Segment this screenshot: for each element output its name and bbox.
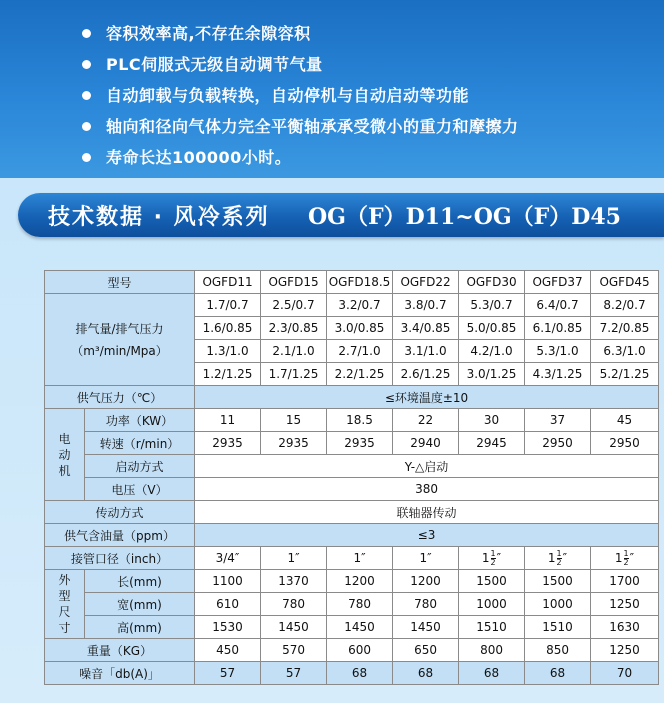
banner-title: 技术数据 · 风冷系列 — [48, 205, 270, 230]
speed-cell: 2935 — [261, 432, 327, 455]
weight-cell: 650 — [393, 639, 459, 662]
width-cell: 1250 — [591, 593, 659, 616]
displacement-cell: 6.1/0.85 — [525, 317, 591, 340]
voltage-row — [45, 478, 659, 501]
pipe-fraction: $\frac{1}{2}$ — [623, 548, 629, 567]
dim-group-char: 外 — [58, 573, 71, 587]
feature-text: 寿命长达100000小时。 — [106, 148, 292, 167]
start-value: Y-△启动 — [195, 455, 659, 478]
dim-group-char: 寸 — [58, 621, 71, 635]
displacement-cell: 3.0/0.85 — [327, 317, 393, 340]
displacement-cell: 5.0/0.85 — [459, 317, 525, 340]
power-cell: 18.5 — [327, 409, 393, 432]
model-cell: OGFD30 — [459, 271, 525, 294]
height-row — [45, 616, 659, 639]
pipe-label: 接管口径（inch） — [45, 547, 195, 570]
height-label: 高(mm) — [85, 616, 195, 639]
displacement-cell: 1.7/0.7 — [195, 294, 261, 317]
noise-row — [45, 662, 659, 685]
voltage-label: 电压（V） — [85, 478, 195, 501]
feature-item — [78, 49, 519, 80]
banner-model-range: OG（F）D11~OG（F）D45 — [308, 204, 621, 230]
power-cell: 30 — [459, 409, 525, 432]
dim-group-char: 尺 — [58, 605, 71, 619]
feature-item — [78, 111, 519, 142]
displacement-cell: 4.3/1.25 — [525, 363, 591, 386]
feature-text: 自动卸载与负载转换，自动停机与自动启动等功能 — [106, 86, 470, 105]
displacement-cell: 3.2/0.7 — [327, 294, 393, 317]
noise-cell: 68 — [327, 662, 393, 685]
model-row — [45, 271, 659, 294]
pipe-cell: 1 $\frac{1}{2}$ ″ — [459, 547, 525, 570]
height-cell: 1530 — [195, 616, 261, 639]
weight-cell: 1250 — [591, 639, 659, 662]
width-label: 宽(mm) — [85, 593, 195, 616]
dim-group-label — [45, 570, 85, 639]
pipe-cell: 3/4″ — [195, 547, 261, 570]
displacement-row — [45, 294, 659, 317]
motor-group-char: 电 — [58, 431, 71, 446]
supply-temp-label: 供气压力（℃） — [45, 386, 195, 409]
speed-label: 转速（r/min） — [85, 432, 195, 455]
motor-group-label — [45, 409, 85, 501]
height-cell: 1450 — [327, 616, 393, 639]
model-cell: OGFD11 — [195, 271, 261, 294]
noise-cell: 57 — [261, 662, 327, 685]
power-label: 功率（KW） — [85, 409, 195, 432]
supply-temp-row — [45, 386, 659, 409]
displacement-cell: 1.2/1.25 — [195, 363, 261, 386]
feature-text: 轴向和径向气体力完全平衡轴承承受微小的重力和摩擦力 — [106, 117, 519, 136]
dim-group-char: 型 — [58, 589, 71, 603]
width-cell: 780 — [327, 593, 393, 616]
speed-row — [45, 432, 659, 455]
drive-row — [45, 501, 659, 524]
pipe-cell: 1″ — [327, 547, 393, 570]
speed-cell: 2935 — [327, 432, 393, 455]
feature-item — [78, 80, 519, 111]
height-cell: 1450 — [393, 616, 459, 639]
speed-cell: 2945 — [459, 432, 525, 455]
length-cell: 1200 — [393, 570, 459, 593]
weight-label: 重量（KG） — [45, 639, 195, 662]
bullet-icon — [82, 91, 91, 100]
spec-table — [44, 270, 659, 685]
weight-cell: 570 — [261, 639, 327, 662]
bullet-icon — [82, 153, 91, 162]
bullet-icon — [82, 29, 91, 38]
displacement-label-line1: 排气量/排气压力 — [75, 321, 164, 336]
motor-group-char: 机 — [58, 463, 71, 478]
displacement-cell: 2.5/0.7 — [261, 294, 327, 317]
noise-cell: 68 — [393, 662, 459, 685]
displacement-cell: 1.6/0.85 — [195, 317, 261, 340]
displacement-cell: 5.2/1.25 — [591, 363, 659, 386]
oil-row — [45, 524, 659, 547]
speed-cell: 2950 — [591, 432, 659, 455]
pipe-row — [45, 547, 659, 570]
pipe-cell: 1″ — [393, 547, 459, 570]
displacement-cell: 1.3/1.0 — [195, 340, 261, 363]
feature-text: 容积效率高,不存在余隙容积 — [106, 24, 311, 43]
speed-cell: 2950 — [525, 432, 591, 455]
model-label: 型号 — [45, 271, 195, 294]
displacement-cell: 7.2/0.85 — [591, 317, 659, 340]
length-label: 长(mm) — [85, 570, 195, 593]
feature-item — [78, 142, 519, 173]
pipe-fraction: $\frac{1}{2}$ — [490, 548, 496, 567]
height-cell: 1450 — [261, 616, 327, 639]
length-cell: 1500 — [525, 570, 591, 593]
power-cell: 45 — [591, 409, 659, 432]
noise-cell: 68 — [525, 662, 591, 685]
feature-item — [78, 18, 519, 49]
displacement-cell: 2.6/1.25 — [393, 363, 459, 386]
feature-text: PLC伺服式无级自动调节气量 — [106, 55, 323, 74]
section-banner — [18, 193, 664, 237]
height-cell: 1510 — [459, 616, 525, 639]
displacement-cell: 6.3/1.0 — [591, 340, 659, 363]
displacement-cell: 2.2/1.25 — [327, 363, 393, 386]
displacement-cell: 2.3/0.85 — [261, 317, 327, 340]
length-row — [45, 570, 659, 593]
pipe-whole: 1 — [481, 550, 490, 565]
displacement-cell: 4.2/1.0 — [459, 340, 525, 363]
drive-value: 联轴器传动 — [195, 501, 659, 524]
displacement-cell: 6.4/0.7 — [525, 294, 591, 317]
model-cell: OGFD18.5 — [327, 271, 393, 294]
speed-cell: 2935 — [195, 432, 261, 455]
pipe-whole: 1 — [547, 550, 556, 565]
displacement-cell: 3.0/1.25 — [459, 363, 525, 386]
power-cell: 11 — [195, 409, 261, 432]
pipe-fraction: $\frac{1}{2}$ — [556, 548, 562, 567]
width-cell: 610 — [195, 593, 261, 616]
displacement-cell: 3.8/0.7 — [393, 294, 459, 317]
displacement-cell: 2.1/1.0 — [261, 340, 327, 363]
weight-cell: 800 — [459, 639, 525, 662]
displacement-cell: 8.2/0.7 — [591, 294, 659, 317]
displacement-cell: 5.3/1.0 — [525, 340, 591, 363]
displacement-cell: 5.3/0.7 — [459, 294, 525, 317]
oil-value: ≤3 — [195, 524, 659, 547]
width-cell: 1000 — [459, 593, 525, 616]
noise-label: 噪音「db(A)」 — [45, 662, 195, 685]
weight-cell: 450 — [195, 639, 261, 662]
width-row — [45, 593, 659, 616]
length-cell: 1200 — [327, 570, 393, 593]
power-cell: 37 — [525, 409, 591, 432]
model-cell: OGFD37 — [525, 271, 591, 294]
features-section — [0, 0, 664, 178]
pipe-cell: 1 $\frac{1}{2}$ ″ — [525, 547, 591, 570]
drive-label: 传动方式 — [45, 501, 195, 524]
noise-cell: 70 — [591, 662, 659, 685]
displacement-label — [45, 294, 195, 386]
power-row — [45, 409, 659, 432]
model-cell: OGFD22 — [393, 271, 459, 294]
model-cell: OGFD45 — [591, 271, 659, 294]
oil-label: 供气含油量（ppm） — [45, 524, 195, 547]
model-cell: OGFD15 — [261, 271, 327, 294]
feature-list — [78, 18, 519, 173]
weight-cell: 850 — [525, 639, 591, 662]
length-cell: 1700 — [591, 570, 659, 593]
displacement-cell: 3.4/0.85 — [393, 317, 459, 340]
displacement-cell: 1.7/1.25 — [261, 363, 327, 386]
length-cell: 1100 — [195, 570, 261, 593]
speed-cell: 2940 — [393, 432, 459, 455]
power-cell: 22 — [393, 409, 459, 432]
displacement-cell: 3.1/1.0 — [393, 340, 459, 363]
displacement-cell: 2.7/1.0 — [327, 340, 393, 363]
noise-cell: 68 — [459, 662, 525, 685]
length-cell: 1500 — [459, 570, 525, 593]
supply-temp-value: ≤环境温度±10 — [195, 386, 659, 409]
pipe-whole: 1 — [614, 550, 623, 565]
height-cell: 1510 — [525, 616, 591, 639]
bullet-icon — [82, 122, 91, 131]
width-cell: 780 — [261, 593, 327, 616]
bullet-icon — [82, 60, 91, 69]
width-cell: 1000 — [525, 593, 591, 616]
voltage-value: 380 — [195, 478, 659, 501]
pipe-cell: 1″ — [261, 547, 327, 570]
weight-row — [45, 639, 659, 662]
noise-cell: 57 — [195, 662, 261, 685]
start-row — [45, 455, 659, 478]
pipe-cell: 1 $\frac{1}{2}$ ″ — [591, 547, 659, 570]
weight-cell: 600 — [327, 639, 393, 662]
height-cell: 1630 — [591, 616, 659, 639]
motor-group-char: 动 — [58, 447, 71, 462]
displacement-label-line2: （m³/min/Mpa） — [71, 343, 168, 358]
width-cell: 780 — [393, 593, 459, 616]
power-cell: 15 — [261, 409, 327, 432]
length-cell: 1370 — [261, 570, 327, 593]
start-label: 启动方式 — [85, 455, 195, 478]
